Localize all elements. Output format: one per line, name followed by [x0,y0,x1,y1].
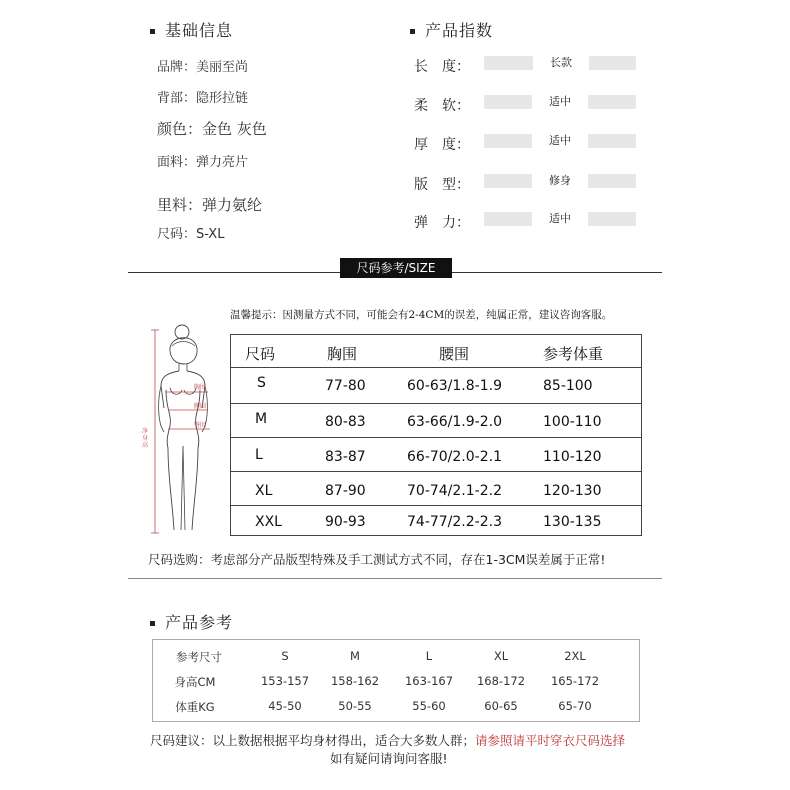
index-label-length: 长 度： [414,59,470,75]
ref-header: 2XL [564,649,586,663]
info-row-color [157,118,267,139]
size-cell: L [255,447,263,463]
product-index-title-text: 产品指数 [425,21,494,40]
info-value: 隐形拉链 [196,91,249,106]
index-label-softness: 柔 软： [414,98,470,114]
bullet-icon [410,29,415,34]
index-marker: 适中 [532,95,588,109]
product-index-title [410,18,493,41]
size-table-header: 尺码 [245,345,276,363]
table-row [231,403,641,438]
index-marker: 适中 [532,134,588,148]
bust-cell: 77-80 [325,378,366,394]
hip-label: 臀围 [194,422,207,429]
size-table-header: 胸围 [327,345,358,363]
height-label: 净身高 [142,428,149,449]
info-value: 弹力氨纶 [202,196,263,214]
index-bar-thickness [484,134,636,148]
size-table-header: 腰围 [439,345,470,363]
info-label: 品牌： [157,60,197,75]
info-value: 美丽至尚 [196,60,249,75]
bullet-icon [150,29,155,34]
index-bar-fit [484,174,636,188]
index-label-thickness: 厚 度： [414,137,470,153]
ref-cell: 168-172 [476,674,526,688]
index-marker: 适中 [532,212,588,226]
ref-cell: 55-60 [412,699,446,713]
bullet-icon [150,621,155,626]
measurement-tip: 温馨提示：因测量方式不同，可能会有2-4CM的误差，纯属正常，建议咨询客服。 [230,309,613,321]
index-bar-length [484,56,636,70]
weight-cell: 85-100 [543,378,593,394]
ref-cell: 165-172 [550,674,600,688]
product-ref-table [152,639,640,722]
ref-cell: 153-157 [260,674,310,688]
info-label: 背部： [157,91,197,106]
waist-cell: 66-70/2.0-2.1 [407,449,502,465]
ref-header: S [281,649,289,663]
info-row-back [157,87,248,106]
ref-header: XL [493,649,509,663]
table-row [231,367,641,402]
index-label-fit: 版 型： [414,177,470,193]
ref-row-label: 体重KG [175,700,215,714]
size-suggestion [150,731,625,749]
basic-info-title-text: 基础信息 [165,21,234,40]
index-bar-elasticity [484,212,636,226]
index-marker: 长款 [533,56,589,70]
suggestion-highlight: 请参照请平时穿衣尺码选择 [475,733,626,748]
waist-label: 腰围 [194,403,207,410]
index-label-elasticity: 弹 力： [414,215,470,231]
size-cell: XXL [255,514,282,530]
ref-header: L [425,649,433,663]
size-cell: XL [255,483,273,499]
weight-cell: 120-130 [543,483,602,499]
weight-cell: 110-120 [543,449,602,465]
banner-line-right [452,272,662,273]
bust-label: 胸围 [194,384,207,391]
table-row [231,471,641,506]
basic-info-title [150,18,233,41]
weight-cell: 100-110 [543,414,602,430]
info-value: 弹力亮片 [196,155,249,170]
ref-cell: 65-70 [558,699,592,713]
info-value: S-XL [196,227,225,242]
banner-line-left [128,272,340,273]
waist-cell: 60-63/1.8-1.9 [407,378,502,394]
product-ref-title [150,610,233,633]
info-label: 颜色： [157,120,203,138]
bust-cell: 83-87 [325,449,366,465]
size-selection-note: 尺码选购：考虑部分产品版型特殊及手工测试方式不同，存在1-3CM误差属于正常! [148,552,606,567]
info-value: 金色 灰色 [202,120,267,138]
size-table [230,334,642,536]
ref-cell: 60-65 [484,699,518,713]
size-table-header: 参考体重 [543,345,604,363]
info-row-lining [157,194,262,215]
info-row-brand [157,56,248,75]
waist-cell: 63-66/1.9-2.0 [407,414,502,430]
suggestion-text: 尺码建议：以上数据根据平均身材得出，适合大多数人群； [150,733,476,748]
size-banner: 尺码参考/SIZE [340,258,452,278]
ref-row-label: 身高CM [174,675,216,689]
table-row [231,437,641,472]
size-cell: S [257,375,266,391]
waist-cell: 74-77/2.2-2.3 [407,514,502,530]
weight-cell: 130-135 [543,514,602,530]
suggestion-contact: 如有疑问请询问客服! [330,751,448,766]
index-bar-softness [484,95,636,109]
ref-cell: 45-50 [268,699,302,713]
table-row [231,505,641,536]
waist-cell: 70-74/2.1-2.2 [407,483,502,499]
info-label: 尺码： [157,227,197,242]
product-ref-title-text: 产品参考 [165,613,234,632]
ref-cell: 50-55 [338,699,372,713]
size-cell: M [255,411,268,427]
info-row-fabric [157,151,248,170]
ref-header: 参考尺寸 [176,650,222,664]
bust-cell: 90-93 [325,514,366,530]
info-row-size [157,223,224,242]
bust-cell: 87-90 [325,483,366,499]
info-label: 里料： [157,196,203,214]
bust-cell: 80-83 [325,414,366,430]
index-marker: 修身 [532,174,588,188]
divider [128,578,662,579]
ref-cell: 163-167 [404,674,454,688]
info-label: 面料： [157,155,197,170]
ref-header: M [350,649,360,663]
ref-cell: 158-162 [330,674,380,688]
